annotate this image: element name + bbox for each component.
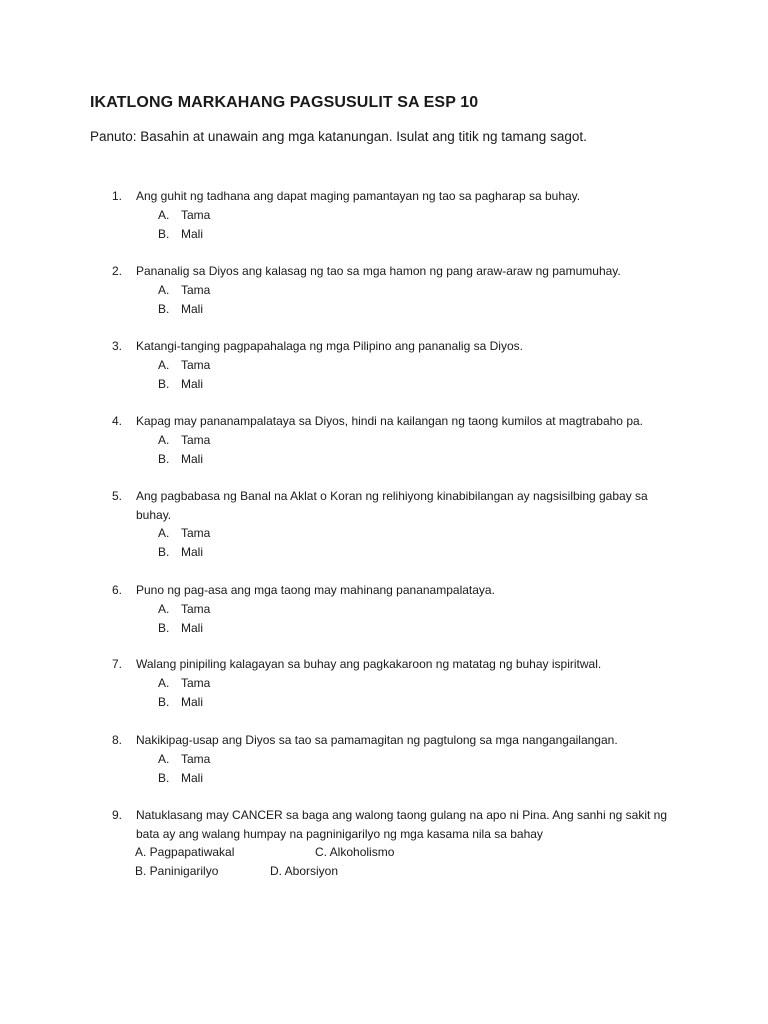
choice-text: Mali	[181, 621, 204, 635]
choice-a	[158, 600, 210, 619]
choice-text: Mali	[181, 377, 204, 391]
question-text: Pananalig sa Diyos ang kalasag ng tao sa mga hamon ng pang araw-araw ng pamumuhay.	[136, 264, 621, 278]
choice-b	[158, 450, 203, 469]
choice-b	[158, 300, 203, 319]
choice-a	[158, 356, 210, 375]
choice-letter: A.	[158, 602, 170, 616]
choice-text: Tama	[181, 676, 211, 690]
choice-c: C. Alkoholismo	[315, 845, 395, 859]
choice-text: Tama	[181, 358, 211, 372]
choice-letter: A.	[158, 208, 170, 222]
question-number: 9.	[112, 808, 123, 822]
question-number: 3.	[112, 339, 123, 353]
choice-letter: A.	[158, 283, 170, 297]
question-text: Ang guhit ng tadhana ang dapat maging pamantayan ng tao sa pagharap sa buhay.	[136, 189, 581, 203]
question-text: Nakikipag-usap ang Diyos sa tao sa pamamagitan ng pagtulong sa mga nangangailangan.	[136, 733, 618, 747]
choice-letter: B.	[158, 302, 170, 316]
choice-letter: A.	[158, 526, 170, 540]
choice-letter: B.	[158, 771, 170, 785]
choice-letter: A.	[158, 433, 170, 447]
choice-a	[158, 281, 210, 300]
choice-letter: A.	[158, 676, 170, 690]
instructions: Panuto: Basahin at unawain ang mga katanungan. Isulat ang titik ng tamang sagot.	[90, 129, 587, 144]
question-text: Ang pagbabasa ng Banal na Aklat o Koran ng relihiyong kinabibilangan ay nagsisilbing gabay sa buhay.	[136, 489, 648, 522]
choice-letter: B.	[158, 695, 170, 709]
choice-letter: A.	[158, 752, 170, 766]
question-text: Kapag may pananampalataya sa Diyos, hindi na kailangan ng taong kumilos at magtrabaho pa.	[136, 414, 643, 428]
choice-b	[158, 693, 203, 712]
choice-letter: B.	[158, 621, 170, 635]
choice-a	[158, 524, 210, 543]
question-text: Natuklasang may CANCER sa baga ang walong taong gulang na apo ni Pina. Ang sanhi ng sakit ng bata ay ang walang humpay na pagninigarilyo ng mga kasama nila sa bahay	[136, 808, 668, 841]
choice-b	[158, 619, 203, 638]
choice-b	[158, 543, 203, 562]
choice-text: Tama	[181, 526, 211, 540]
question-number: 4.	[112, 414, 123, 428]
question-number: 7.	[112, 657, 123, 671]
choice-a	[158, 750, 210, 769]
choice-letter: B.	[158, 452, 170, 466]
choice-text: Mali	[181, 771, 204, 785]
choice-d: D. Aborsiyon	[270, 864, 339, 878]
choice-b	[158, 375, 203, 394]
choice-letter: A.	[158, 358, 170, 372]
question-number: 8.	[112, 733, 123, 747]
question-text: Katangi-tanging pagpapahalaga ng mga Pilipino ang pananalig sa Diyos.	[136, 339, 523, 353]
choice-text: Mali	[181, 452, 204, 466]
document-title: IKATLONG MARKAHANG PAGSUSULIT SA ESP 10	[90, 94, 479, 111]
question-number: 6.	[112, 583, 123, 597]
question-text: Walang pinipiling kalagayan sa buhay ang pagkakaroon ng matatag ng buhay ispiritwal.	[136, 657, 602, 671]
choice-letter: B.	[158, 545, 170, 559]
choice-a: A. Pagpapatiwakal	[135, 845, 235, 859]
choice-text: Tama	[181, 208, 211, 222]
question-text: Puno ng pag-asa ang mga taong may mahinang pananampalataya.	[136, 583, 495, 597]
choice-b	[158, 769, 203, 788]
question-number: 1.	[112, 189, 123, 203]
choice-text: Mali	[181, 227, 204, 241]
choice-text: Mali	[181, 545, 204, 559]
question-number: 2.	[112, 264, 123, 278]
choice-a	[158, 431, 210, 450]
choice-text: Tama	[181, 283, 211, 297]
question-number: 5.	[112, 489, 123, 503]
choice-a	[158, 206, 210, 225]
choice-a	[158, 674, 210, 693]
choice-text: Tama	[181, 752, 211, 766]
choice-text: Tama	[181, 602, 211, 616]
choice-text: Mali	[181, 302, 204, 316]
choice-letter: B.	[158, 227, 170, 241]
choice-text: Mali	[181, 695, 204, 709]
choice-b	[158, 225, 203, 244]
choice-letter: B.	[158, 377, 170, 391]
choice-b: B. Paninigarilyo	[135, 864, 219, 878]
choice-text: Tama	[181, 433, 211, 447]
